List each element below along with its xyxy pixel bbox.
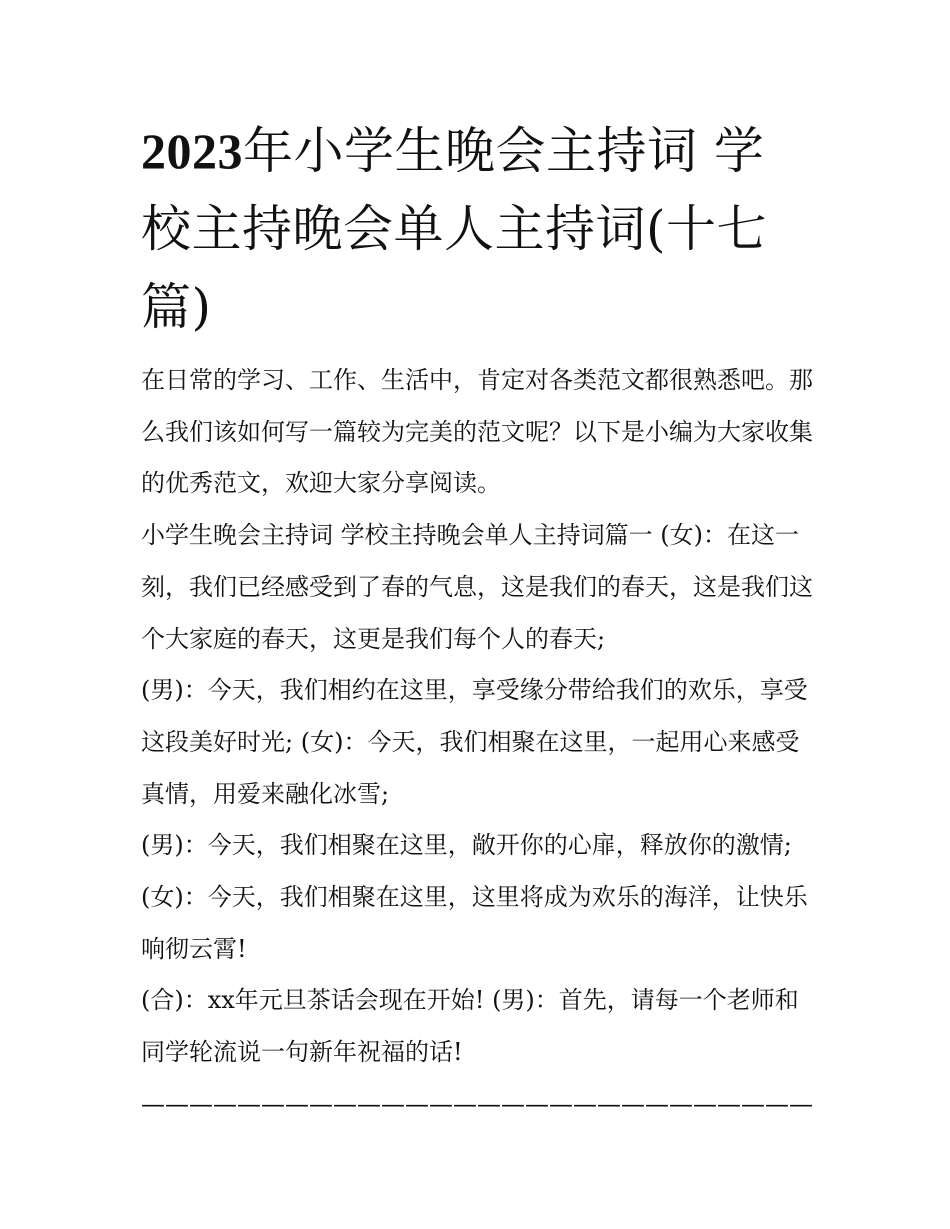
script-paragraph-4: (合)：xx年元旦茶话会现在开始! (男)：首先，请每一个老师和同学轮流说一句新年祝福的话! xyxy=(141,986,799,1067)
document-body xyxy=(141,355,816,1131)
title-text: 年小学生晚会主持词 学校主持晚会单人主持词(十七篇) xyxy=(141,122,768,336)
script-paragraph-3: (男)：今天，我们相聚在这里，敞开你的心扉，释放你的激情; (女)：今天，我们相聚在这里，这里将成为欢乐的海洋，让快乐响彻云霄! xyxy=(141,831,808,963)
section-divider: ———————————————————————————— xyxy=(141,1089,813,1118)
document-title xyxy=(141,112,801,346)
script-paragraph-2: (男)：今天，我们相约在这里，享受缘分带给我们的欢乐，享受这段美好时光; (女)：今天，我们相聚在这里，一起用心来感受真情，用爱来融化冰雪; xyxy=(141,676,808,808)
intro-paragraph: 在日常的学习、工作、生活中，肯定对各类范文都很熟悉吧。那么我们该如何写一篇较为完美的范文呢？以下是小编为大家收集的优秀范文，欢迎大家分享阅读。 xyxy=(141,366,813,498)
title-year: 2023 xyxy=(141,123,243,179)
script-paragraph-1: 小学生晚会主持词 学校主持晚会单人主持词篇一 (女)：在这一刻，我们已经感受到了春的气息，这是我们的春天，这是我们这个大家庭的春天，这更是我们每个人的春天; xyxy=(141,521,813,653)
